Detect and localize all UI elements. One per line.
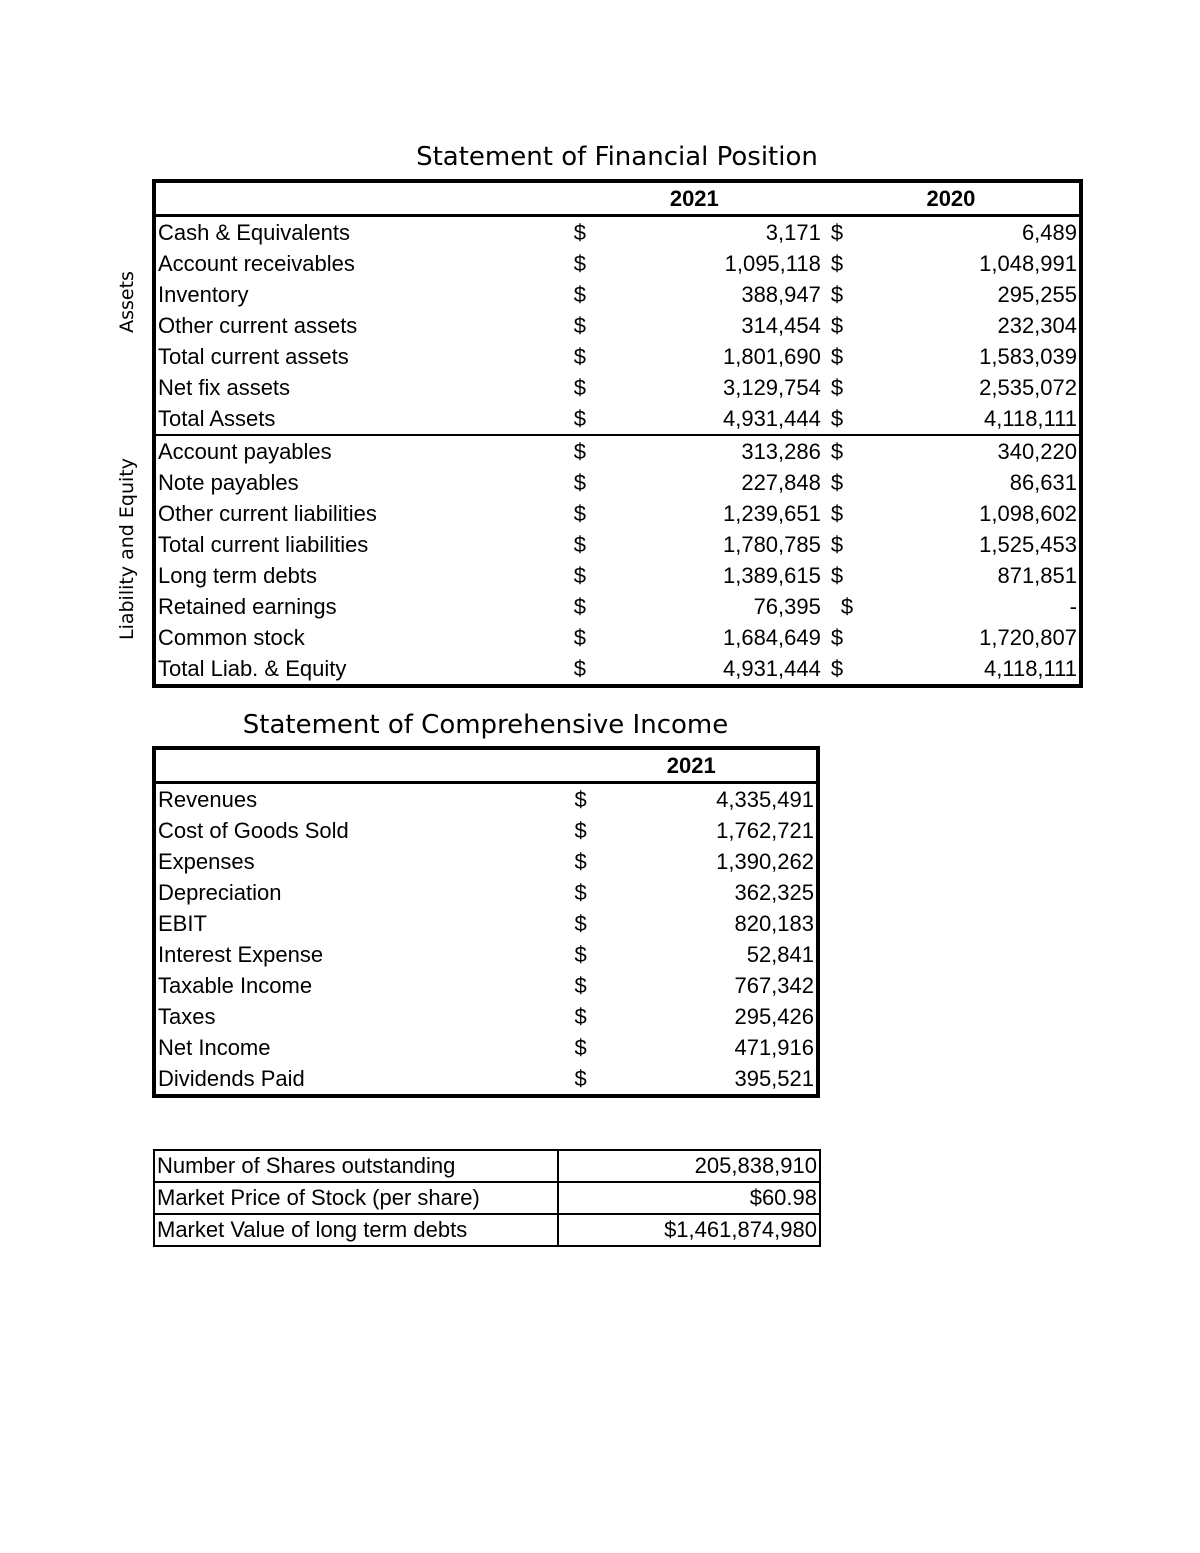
value-2021: 471,916 <box>734 1035 814 1060</box>
financial-position-header-row <box>154 181 1081 216</box>
currency-symbol: $ <box>840 594 854 619</box>
row-label: Market Price of Stock (per share) <box>154 1182 558 1214</box>
currency-symbol: $ <box>573 563 586 588</box>
currency-symbol: $ <box>573 656 586 681</box>
value-2021: 1,684,649 <box>722 625 821 650</box>
row-label: Taxes <box>158 1004 216 1029</box>
currency-symbol: $ <box>830 563 844 588</box>
currency-symbol: $ <box>573 313 586 338</box>
value-2021: 3,171 <box>765 220 821 245</box>
table-row <box>154 560 1081 591</box>
row-label: Dividends Paid <box>158 1066 305 1091</box>
currency-symbol: $ <box>574 880 587 905</box>
row-label: Account receivables <box>158 251 355 276</box>
value-2021: 76,395 <box>753 594 821 619</box>
currency-symbol: $ <box>573 532 586 557</box>
table-row <box>154 970 818 1001</box>
currency-symbol: $ <box>573 625 586 650</box>
value-2021: 295,426 <box>734 1004 814 1029</box>
value-2021: 1,389,615 <box>722 563 821 588</box>
row-label: Net Income <box>158 1035 271 1060</box>
currency-symbol: $ <box>574 942 587 967</box>
table-row <box>154 341 1081 372</box>
value-2021: 1,762,721 <box>716 818 814 843</box>
table-row <box>154 846 818 877</box>
currency-symbol: $ <box>573 251 586 276</box>
comprehensive-income-table <box>152 746 820 1098</box>
value-2020: 871,851 <box>997 563 1077 588</box>
currency-symbol: $ <box>574 973 587 998</box>
currency-symbol: $ <box>573 220 586 245</box>
financial-position-title: Statement of Financial Position <box>416 142 818 172</box>
value-2021: 820,183 <box>734 911 814 936</box>
currency-symbol: $ <box>573 406 586 431</box>
value-2021: 767,342 <box>734 973 814 998</box>
row-label: Other current assets <box>158 313 358 338</box>
value-2020: 4,118,111 <box>984 656 1077 681</box>
currency-symbol: $ <box>830 251 844 276</box>
row-label: Market Value of long term debts <box>154 1214 558 1246</box>
market-data-table <box>153 1149 821 1247</box>
currency-symbol: $ <box>574 818 587 843</box>
currency-symbol: $ <box>830 282 844 307</box>
table-row <box>154 591 1081 622</box>
table-row <box>154 815 818 846</box>
value-2020: 1,048,991 <box>979 251 1077 276</box>
value-2021: 388,947 <box>741 282 821 307</box>
ci-year-header: 2021 <box>666 753 716 778</box>
value-2021: 1,239,651 <box>722 501 821 526</box>
value-2020: 1,583,039 <box>979 344 1077 369</box>
currency-symbol: $ <box>830 375 844 400</box>
value-2020: 86,631 <box>1009 470 1077 495</box>
row-value: 205,838,910 <box>558 1150 820 1182</box>
value-2020: 340,220 <box>863 435 1081 467</box>
currency-symbol: $ <box>574 849 587 874</box>
currency-symbol: $ <box>574 1066 587 1091</box>
table-row <box>154 653 1081 686</box>
row-label: Inventory <box>158 282 249 307</box>
table-row <box>154 279 1081 310</box>
currency-symbol: $ <box>830 501 844 526</box>
table-row <box>154 1001 818 1032</box>
table-row <box>154 435 1081 467</box>
table-row <box>154 783 818 816</box>
row-label: Total Liab. & Equity <box>158 656 347 681</box>
year-2021-header: 2021 <box>669 186 719 211</box>
row-value: $60.98 <box>558 1182 820 1214</box>
row-label: Other current liabilities <box>158 501 377 526</box>
value-2020: 1,720,807 <box>979 625 1077 650</box>
table-row <box>154 529 1081 560</box>
table-row <box>154 1032 818 1063</box>
row-label: Expenses <box>158 849 255 874</box>
table-row <box>154 216 1081 249</box>
row-label: Number of Shares outstanding <box>154 1150 558 1182</box>
currency-symbol: $ <box>574 787 587 812</box>
table-row <box>154 1214 820 1246</box>
table-row <box>154 1063 818 1096</box>
currency-symbol: $ <box>830 220 844 245</box>
row-label: Cost of Goods Sold <box>158 818 349 843</box>
value-2021: 1,801,690 <box>722 344 821 369</box>
table-row <box>154 467 1081 498</box>
table-row <box>154 248 1081 279</box>
value-2021: 314,454 <box>741 313 821 338</box>
table-row <box>154 877 818 908</box>
value-2020: 4,118,111 <box>984 406 1077 431</box>
year-2020-header: 2020 <box>926 186 976 211</box>
currency-symbol: $ <box>830 656 844 681</box>
currency-symbol: $ <box>830 406 844 431</box>
currency-symbol: $ <box>830 470 844 495</box>
currency-symbol: $ <box>573 282 586 307</box>
comprehensive-income-title: Statement of Comprehensive Income <box>242 710 729 740</box>
row-label: Taxable Income <box>158 973 313 998</box>
table-row <box>154 372 1081 403</box>
row-label: Net fix assets <box>158 375 291 400</box>
currency-symbol: $ <box>573 375 586 400</box>
table-row <box>154 1182 820 1214</box>
value-2020: 295,255 <box>997 282 1077 307</box>
comprehensive-income-header-row <box>154 748 818 783</box>
table-row <box>154 622 1081 653</box>
value-2020: 6,489 <box>1021 220 1077 245</box>
currency-symbol: $ <box>573 501 586 526</box>
table-row <box>154 1150 820 1182</box>
row-label: Retained earnings <box>158 594 337 619</box>
financial-position-table <box>152 179 1083 688</box>
value-2021: 1,390,262 <box>716 849 814 874</box>
row-label: Revenues <box>158 787 258 812</box>
row-label: EBIT <box>158 911 207 936</box>
table-row <box>154 403 1081 435</box>
value-2021: 1,780,785 <box>722 532 821 557</box>
table-row <box>154 310 1081 341</box>
row-label: Depreciation <box>158 880 282 905</box>
row-label: Total current assets <box>158 344 349 369</box>
value-2021: 227,848 <box>741 470 821 495</box>
currency-symbol: $ <box>573 470 586 495</box>
currency-symbol: $ <box>573 594 586 619</box>
assets-side-label: Assets <box>116 271 138 333</box>
value-2021: 362,325 <box>734 880 814 905</box>
value-2021: 4,931,444 <box>722 656 821 681</box>
value-2020: - <box>1069 594 1077 619</box>
table-row <box>154 939 818 970</box>
value-2021: 3,129,754 <box>722 375 821 400</box>
row-label: Common stock <box>158 625 305 650</box>
row-label: Total current liabilities <box>158 532 369 557</box>
row-label: Total Assets <box>158 406 276 431</box>
row-label: Note payables <box>158 470 299 495</box>
value-2021: 52,841 <box>746 942 814 967</box>
row-label: Long term debts <box>158 563 317 588</box>
currency-symbol: $ <box>574 911 587 936</box>
table-row <box>154 908 818 939</box>
value-2020: 232,304 <box>997 313 1077 338</box>
currency-symbol: $ <box>574 1004 587 1029</box>
row-label: Cash & Equivalents <box>158 220 350 245</box>
liab-equity-side-label: Liability and Equity <box>116 458 138 641</box>
currency-symbol: $ <box>573 344 586 369</box>
currency-symbol: $ <box>566 435 606 467</box>
value-2021: 1,095,118 <box>724 251 821 276</box>
value-2020: 1,098,602 <box>979 501 1077 526</box>
value-2021: 4,335,491 <box>716 787 814 812</box>
value-2020: 2,535,072 <box>979 375 1077 400</box>
currency-symbol: $ <box>823 435 863 467</box>
row-value: $1,461,874,980 <box>558 1214 820 1246</box>
currency-symbol: $ <box>830 625 844 650</box>
row-label: Account payables <box>154 435 566 467</box>
value-2021: 313,286 <box>606 435 823 467</box>
currency-symbol: $ <box>830 344 844 369</box>
table-row <box>154 498 1081 529</box>
currency-symbol: $ <box>830 532 844 557</box>
row-label: Interest Expense <box>158 942 324 967</box>
value-2020: 1,525,453 <box>979 532 1077 557</box>
currency-symbol: $ <box>830 313 844 338</box>
value-2021: 4,931,444 <box>722 406 821 431</box>
currency-symbol: $ <box>574 1035 587 1060</box>
value-2021: 395,521 <box>734 1066 814 1091</box>
